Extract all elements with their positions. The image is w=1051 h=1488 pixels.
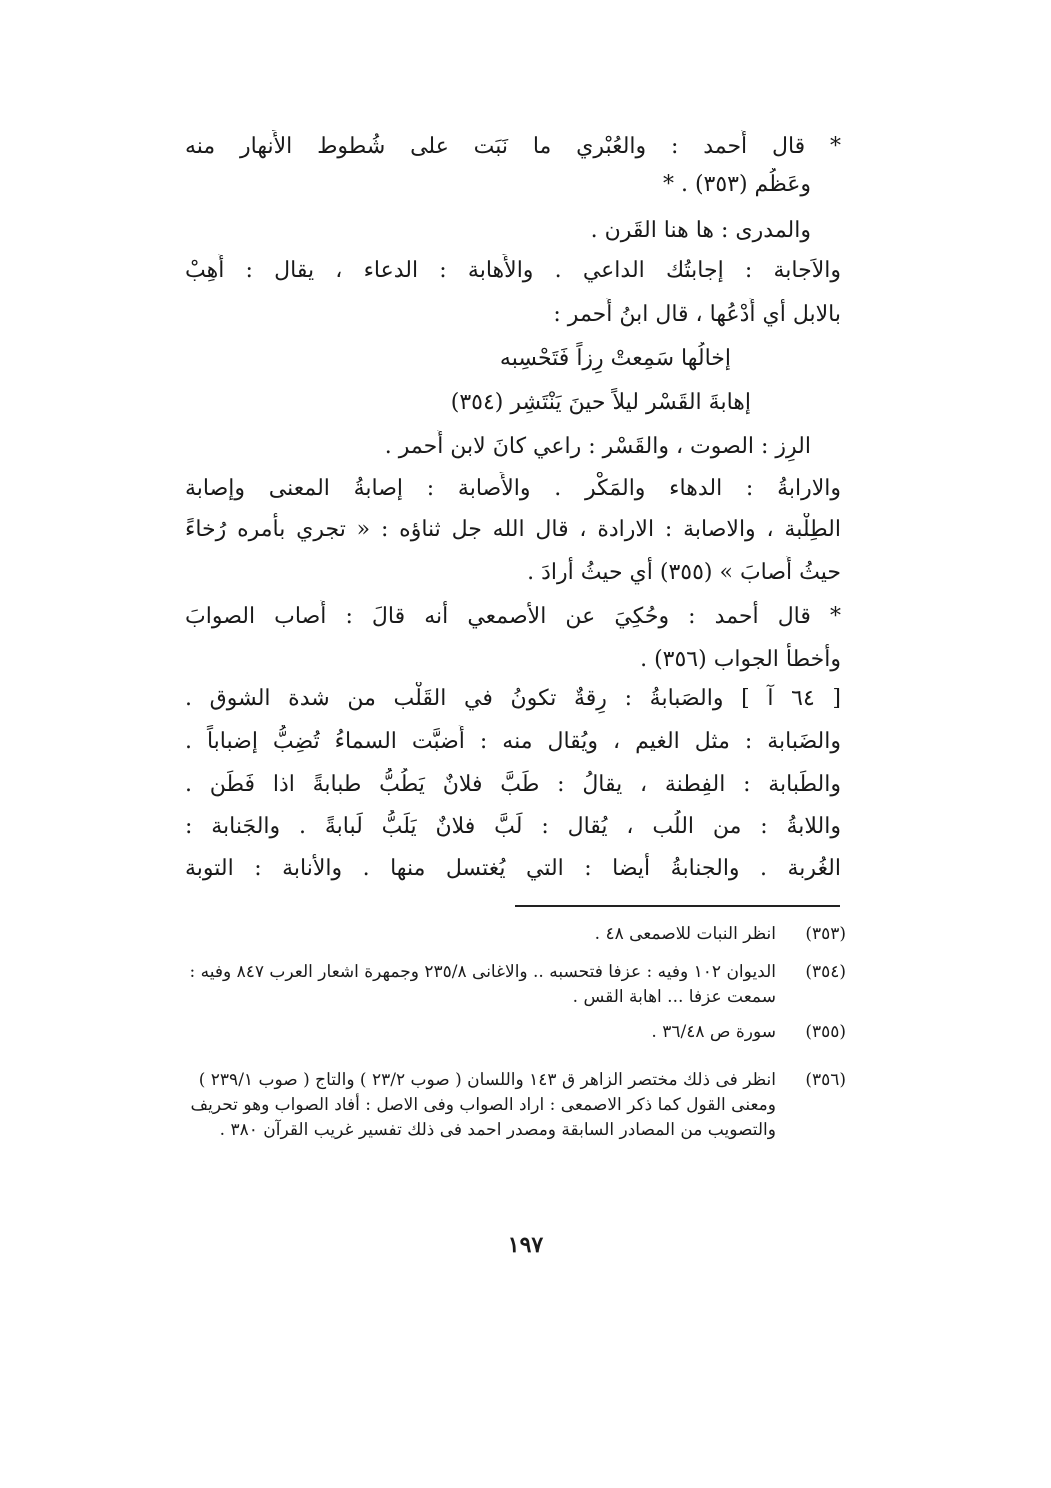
footnote-number: (٣٥٣) xyxy=(805,924,846,944)
page-number: ١٩٧ xyxy=(507,1232,544,1258)
verse-line: إهابةَ القَسْر ليلاً حينَ يَنْتَشِر (٣٥٤) xyxy=(450,390,751,415)
footnote-number: (٣٥٦) xyxy=(805,1070,846,1090)
footnote xyxy=(185,1068,846,1143)
footnote xyxy=(185,922,846,947)
footnote-text: سورة ص ٣٦/٤٨ . xyxy=(651,1022,776,1042)
body-line: وعَظُم (٣٥٣) . * xyxy=(662,172,811,197)
footnote-text: الديوان ١٠٢ وفيه : عزفا فتحسبه .. والاغانى ٢٣٥/٨ وجمهرة اشعار العرب ٨٤٧ وفيه : سمعت عزفا ... اهابة القس . xyxy=(189,962,776,1007)
body-line: الغُربة . والجنابةُ أيضا : التي يُغتسل منها . والأنابة : التوبة xyxy=(185,856,841,881)
body-line: وأخطأَ الجواب (٣٥٦) . xyxy=(640,647,841,672)
footnote xyxy=(185,960,846,1010)
verse-line: إخالُها سَمِعتْ رِزاً فَتَحْسِبه xyxy=(499,346,731,371)
body-line: واللابةُ : من اللُب ، يُقال : لَبَّ فلانٌ يَلَبُّ لَبابةً . والجَنابة : xyxy=(185,814,841,839)
body-line: والطَبابة : الفِطنة ، يقالُ : طَبَّ فلانٌ يَطُبُّ طبابةً اذا فَطَن . xyxy=(185,772,841,797)
body-line: الطِلْبة ، والاصابة : الارادة ، قال الله جل ثناؤه : « تجري بأمره رُخاءً xyxy=(185,517,841,542)
body-line: بالابل أي أُدْعُها ، قال ابنُ أَحمر : xyxy=(553,302,841,327)
body-line: حيثُ أَصابَ » (٣٥٥) أي حيثُ أرادَ . xyxy=(527,560,841,585)
body-line: والمدرى : ها هنا القَرن . xyxy=(590,218,811,243)
footnote-number: (٣٥٥) xyxy=(805,1022,846,1042)
footnote-divider xyxy=(515,905,840,907)
body-line: * قال أحمد : وحُكِيَ عن الأصمعي أنه قالَ : أَصاب الصوابَ xyxy=(185,604,841,629)
footnote-text: انظر النبات للاصمعى ٤٨ . xyxy=(594,924,776,944)
body-line: الرِز : الصوت ، والقَسْر : راعي كانَ لابن أَحمر . xyxy=(384,434,811,459)
body-line: [ ٦٤ آ ] والصَبابةُ : رِقةٌ تكونُ في القَلْب من شدة الشوق . xyxy=(185,686,841,711)
footnote-number: (٣٥٤) xyxy=(805,962,846,982)
body-line: والارابةُ : الدهاء والمَكْر . والأَصابة : إصابةُ المعنى وإصابة xyxy=(185,476,841,501)
body-line: والاَجابة : إجابتُك الداعي . والأَهابة : الدعاء ، يقال : أَهِبْ xyxy=(185,258,841,283)
footnote-text: انظر فى ذلك مختصر الزاهر ق ١٤٣ واللسان ( صوب ٢٣/٢ ) والتاج ( صوب ٢٣٩/١ ) ومعنى القول كما ذكر الاصمعى : اراد الصواب وفى الاصل : أفاد الصواب وهو تحريف والتصويب من المصادر السابقة ومصدر احمد فى ذلك تفسير غريب القرآن ٣٨٠ . xyxy=(190,1070,776,1140)
footnote xyxy=(185,1020,846,1045)
body-line: * قال أَحمد : والعُبْري ما نَبَت على شُطوط الأَنهار منه xyxy=(185,134,841,159)
body-line: والضَبابة : مثل الغيم ، ويُقال منه : أَضبَّت السماءُ تُضِبُّ إضباباً . xyxy=(185,729,841,754)
